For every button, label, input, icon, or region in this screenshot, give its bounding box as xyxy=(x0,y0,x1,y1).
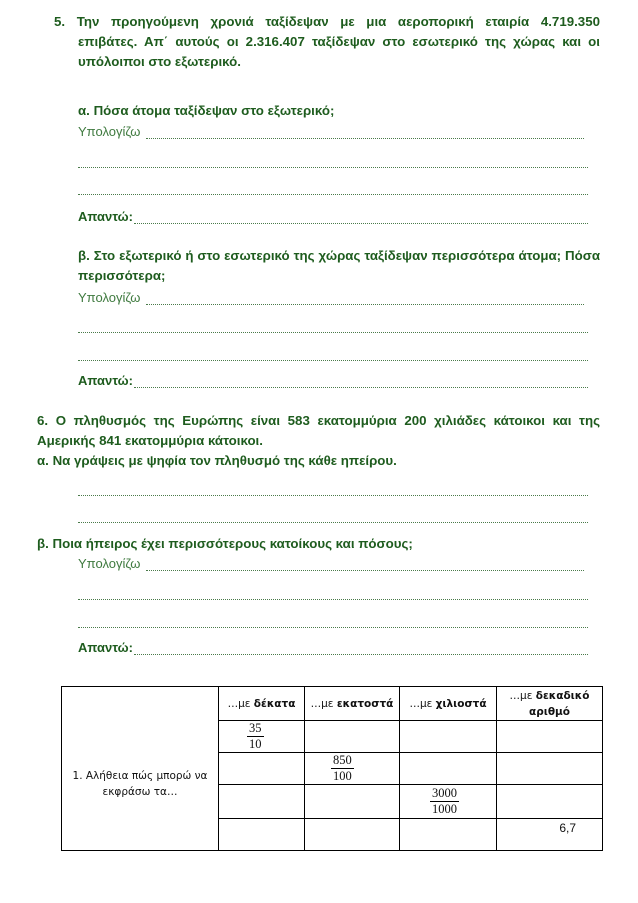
q5-b-question xyxy=(78,246,600,286)
q6-line-2: Αμερικής 841 εκατομμύρια κάτοικοι. xyxy=(37,433,263,448)
q5-b-line-1: β. Στο εξωτερικό ή στο εσωτερικό της χώρας ταξίδεψαν περισσότερα άτομα; Πόσα xyxy=(78,248,600,263)
fraction-cell-1: $\frac{35}{10}$ xyxy=(219,721,305,753)
answer-cell[interactable] xyxy=(219,753,305,785)
header-tenths: …με δέκατα xyxy=(219,687,305,721)
table-row-label-line-2: εκφράσω τα… xyxy=(102,785,178,798)
answer-cell[interactable] xyxy=(305,819,400,851)
decimal-cell xyxy=(497,819,603,851)
q5-a-calc-label: Υπολογίζω xyxy=(78,124,141,139)
answer-cell[interactable] xyxy=(305,721,400,753)
answer-cell[interactable] xyxy=(400,753,497,785)
answer-cell[interactable] xyxy=(400,819,497,851)
q5-line-2: επιβάτες. Απ΄ αυτούς οι 2.316.407 ταξίδεψαν στο εσωτερικό της χώρας και οι xyxy=(78,34,600,49)
q6-b-work-line-2[interactable] xyxy=(78,613,588,628)
q5-a-calc-line[interactable] xyxy=(146,124,584,139)
q6-b-calc-label: Υπολογίζω xyxy=(78,556,141,571)
table-row-label-line-1: 1. Αλήθεια πώς μπορώ να xyxy=(72,769,208,782)
fraction-cell-3: $\frac{3000}{1000}$ xyxy=(400,785,497,819)
fraction-cell-2: $\frac{850}{100}$ xyxy=(305,753,400,785)
answer-cell[interactable] xyxy=(497,753,603,785)
q6-b-answer-line[interactable] xyxy=(134,640,588,655)
q5-b-work-line-2[interactable] xyxy=(78,346,588,361)
header-thousandths: …με χιλιοστά xyxy=(400,687,497,721)
fraction-table xyxy=(61,686,603,851)
answer-cell[interactable] xyxy=(497,721,603,753)
q5-line-3: υπόλοιποι στο εξωτερικό. xyxy=(78,54,241,69)
answer-cell[interactable] xyxy=(219,819,305,851)
q5-b-work-line-1[interactable] xyxy=(78,318,588,333)
answer-cell[interactable] xyxy=(497,785,603,819)
q5-b-answer-label: Απαντώ: xyxy=(78,373,133,388)
answer-cell[interactable] xyxy=(400,721,497,753)
header-hundredths: …με εκατοστά xyxy=(305,687,400,721)
q5-a-answer-label: Απαντώ: xyxy=(78,209,133,224)
decimal-value: 6,7 xyxy=(559,821,576,835)
q6-a-line-1[interactable] xyxy=(78,481,588,496)
q6-b-calc-line[interactable] xyxy=(146,556,584,571)
q6-b-question: β. Ποια ήπειρος έχει περισσότερους κατοίκους και πόσους; xyxy=(37,536,413,551)
q5-a-work-line-2[interactable] xyxy=(78,180,588,195)
answer-cell[interactable] xyxy=(305,785,400,819)
q5-a-work-line-1[interactable] xyxy=(78,153,588,168)
q5-a-question: α. Πόσα άτομα ταξίδεψαν στο εξωτερικό; xyxy=(78,103,335,118)
q5-b-calc-label: Υπολογίζω xyxy=(78,290,141,305)
q6-a-question: α. Να γράψεις με ψηφία τον πληθυσμό της κάθε ηπείρου. xyxy=(37,453,397,468)
q5-line-1: 5. Την προηγούμενη χρονιά ταξίδεψαν με μια αεροπορική εταιρία 4.719.350 xyxy=(54,14,600,29)
q5-b-answer-line[interactable] xyxy=(134,373,588,388)
answer-cell[interactable] xyxy=(219,785,305,819)
q6-b-work-line-1[interactable] xyxy=(78,585,588,600)
q5-b-line-2: περισσότερα; xyxy=(78,268,166,283)
question-6 xyxy=(37,411,600,471)
q6-line-1: 6. Ο πληθυσμός της Ευρώπης είναι 583 εκατομμύρια 200 χιλιάδες κάτοικοι και της xyxy=(37,413,600,428)
q5-a-answer-line[interactable] xyxy=(134,209,588,224)
q6-a-line-2[interactable] xyxy=(78,508,588,523)
question-5 xyxy=(54,12,600,72)
q6-b-answer-label: Απαντώ: xyxy=(78,640,133,655)
q5-b-calc-line[interactable] xyxy=(146,290,584,305)
header-decimal: …με δεκαδικό αριθμό xyxy=(497,687,603,721)
table-row-label xyxy=(62,687,219,851)
